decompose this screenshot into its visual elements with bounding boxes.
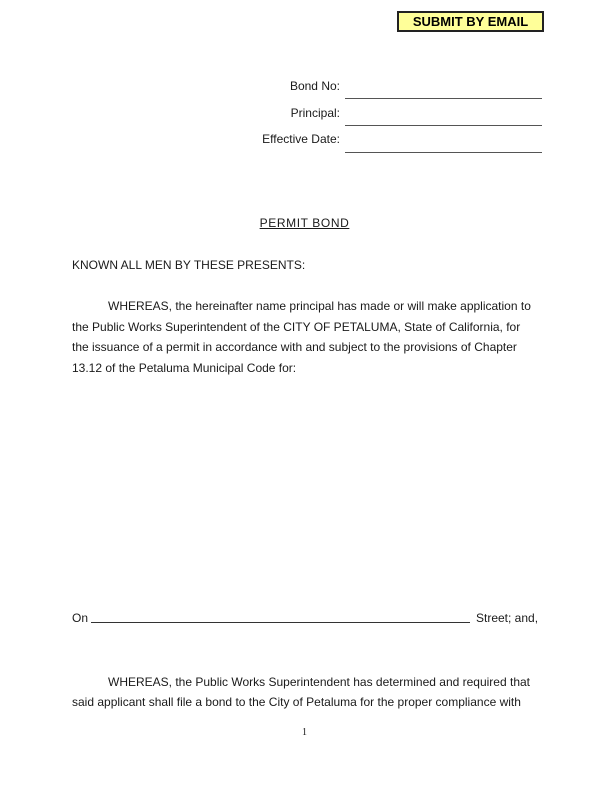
principal-label: Principal: (290, 106, 340, 120)
page-number: 1 (302, 727, 307, 738)
document-title-text: PERMIT BOND (259, 216, 350, 230)
bond-no-field[interactable] (345, 98, 542, 99)
bond-no-label: Bond No: (289, 79, 340, 93)
permit-description-area[interactable] (72, 385, 542, 595)
paragraph-line: 13.12 of the Petaluma Municipal Code for: (72, 361, 297, 375)
preamble: KNOWN ALL MEN BY THESE PRESENTS: (72, 258, 306, 272)
paragraph-line: the Public Works Superintendent of the CITY OF PETALUMA, State of California, for (72, 320, 521, 334)
document-title (0, 216, 609, 230)
paragraph-line: the issuance of a permit in accordance with and subject to the provisions of Chapter (72, 340, 517, 354)
paragraph-line: WHEREAS, the Public Works Superintendent has determined and required that (108, 675, 531, 689)
on-prefix: On (72, 611, 89, 625)
street-field[interactable] (91, 622, 470, 623)
effective-date-field[interactable] (345, 152, 542, 153)
paragraph-line: said applicant shall file a bond to the City of Petaluma for the proper compliance with (72, 695, 521, 709)
submit-by-email-button[interactable]: SUBMIT BY EMAIL (397, 11, 544, 32)
street-suffix: Street; and, (476, 611, 539, 625)
principal-field[interactable] (345, 125, 542, 126)
paragraph-line: WHEREAS, the hereinafter name principal has made or will make application to (108, 299, 531, 313)
effective-date-label: Effective Date: (262, 132, 340, 146)
